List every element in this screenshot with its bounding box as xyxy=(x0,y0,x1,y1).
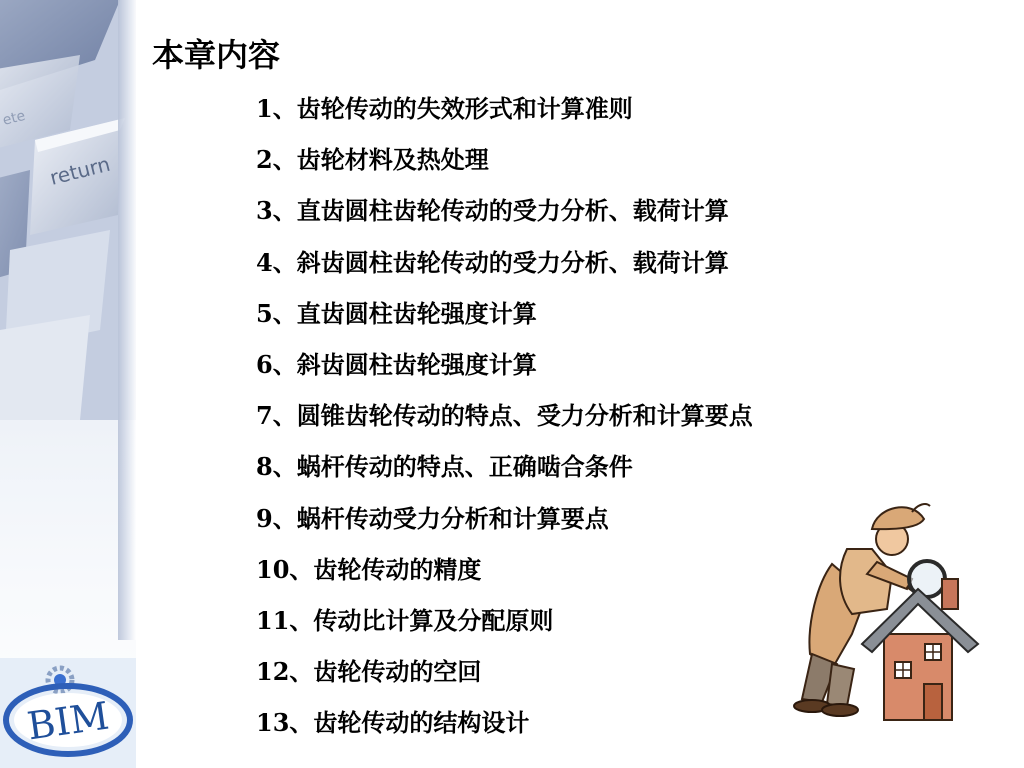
list-item: 3、直齿圆柱齿轮传动的受力分析、载荷计算 xyxy=(256,196,729,226)
list-item: 4、斜齿圆柱齿轮传动的受力分析、载荷计算 xyxy=(256,247,729,277)
return-key-label: return xyxy=(47,151,113,190)
list-item: 7、圆锥齿轮传动的特点、受力分析和计算要点 xyxy=(256,401,753,431)
left-decorative-strip xyxy=(0,0,136,768)
bim-logo xyxy=(0,658,136,768)
list-item: 1、齿轮传动的失效形式和计算准则 xyxy=(256,94,633,123)
list-item: 6、斜齿圆柱齿轮强度计算 xyxy=(256,349,537,379)
list-item: 9、蜗杆传动受力分析和计算要点 xyxy=(256,503,609,533)
list-item: 10、齿轮传动的精度 xyxy=(256,554,482,584)
list-item: 8、蜗杆传动的特点、正确啮合条件 xyxy=(256,452,633,482)
strip-edge xyxy=(118,0,136,640)
list-item: 5、直齿圆柱齿轮强度计算 xyxy=(256,298,537,328)
chapter-contents-list xyxy=(256,89,753,754)
list-item: 2、齿轮材料及热处理 xyxy=(256,145,489,175)
keyboard-photo xyxy=(0,0,136,420)
list-item: 13、齿轮传动的结构设计 xyxy=(256,708,530,738)
svg-text:ete: ete xyxy=(1,107,28,129)
detective-inspecting-house-illustration xyxy=(792,494,982,726)
slide-title: 本章内容 xyxy=(152,36,281,74)
list-item: 11、传动比计算及分配原则 xyxy=(256,605,554,635)
logo-text: BIM xyxy=(24,693,112,749)
list-item: 12、齿轮传动的空回 xyxy=(256,657,482,687)
